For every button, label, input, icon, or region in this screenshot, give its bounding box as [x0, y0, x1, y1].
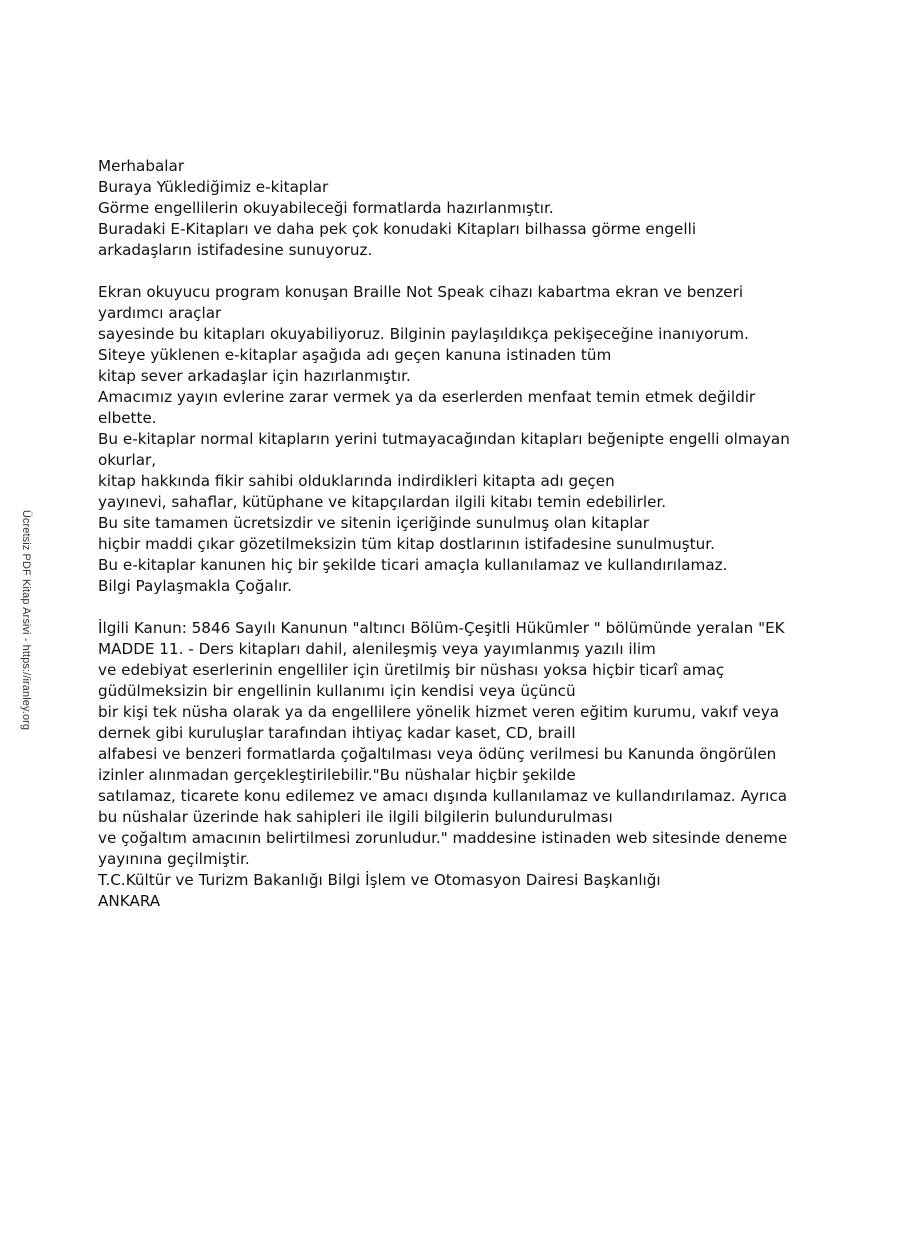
text-line: Bu site tamamen ücretsizdir ve sitenin içeriğinde sunulmuş olan kitaplar [98, 514, 649, 532]
paragraph-purpose [98, 282, 838, 597]
text-line: yardımcı araçlar [98, 304, 222, 322]
text-line: yayınevi, sahaflar, kütüphane ve kitapçılardan ilgili kitabı temin edebilirler. [98, 493, 667, 511]
text-line: Görme engellilerin okuyabileceği formatlarda hazırlanmıştır. [98, 199, 554, 217]
document-body [98, 156, 838, 933]
text-line: sayesinde bu kitapları okuyabiliyoruz. Bilginin paylaşıldıkça pekişeceğine inanıyorum. [98, 325, 749, 343]
side-watermark-text: Ücretsiz PDF Kitap Arsivi - https://iranley.org [20, 509, 32, 731]
text-line: ve edebiyat eserlerinin engelliler için üretilmiş bir nüshası yoksa hiçbir ticarî amaç [98, 661, 725, 679]
text-line: MADDE 11. - Ders kitapları dahil, alenileşmiş veya yayımlanmış yazılı ilim [98, 640, 656, 658]
text-line: Merhabalar [98, 157, 185, 175]
text-line: Ekran okuyucu program konuşan Braille Not Speak cihazı kabartma ekran ve benzeri [98, 283, 744, 301]
text-line: alfabesi ve benzeri formatlarda çoğaltılması veya ödünç verilmesi bu Kanunda öngörülen [98, 745, 777, 763]
text-line: Buraya Yüklediğimiz e-kitaplar [98, 178, 329, 196]
text-line: okurlar, [98, 451, 157, 469]
text-line: satılamaz, ticarete konu edilemez ve amacı dışında kullanılamaz ve kullandırılamaz. Ayrıca [98, 787, 788, 805]
text-line: Bilgi Paylaşmakla Çoğalır. [98, 577, 292, 595]
paragraph-greeting [98, 156, 838, 261]
text-line: kitap hakkında fikir sahibi olduklarında indirdikleri kitapta adı geçen [98, 472, 615, 490]
text-line: ANKARA [98, 892, 161, 910]
text-line: yayınına geçilmiştir. [98, 850, 250, 868]
text-line: Bu e-kitaplar kanunen hiç bir şekilde ticari amaçla kullanılamaz ve kullandırılamaz. [98, 556, 728, 574]
text-line: dernek gibi kuruluşlar tarafından ihtiyaç kadar kaset, CD, braill [98, 724, 576, 742]
text-line: T.C.Kültür ve Turizm Bakanlığı Bilgi İşlem ve Otomasyon Dairesi Başkanlığı [98, 871, 661, 889]
text-line: Siteye yüklenen e-kitaplar aşağıda adı geçen kanuna istinaden tüm [98, 346, 612, 364]
text-line: kitap sever arkadaşlar için hazırlanmıştır. [98, 367, 411, 385]
paragraph-law [98, 618, 838, 912]
text-line: bir kişi tek nüsha olarak ya da engellilere yönelik hizmet veren eğitim kurumu, vakıf veya [98, 703, 779, 721]
text-line: Bu e-kitaplar normal kitapların yerini tutmayacağından kitapları beğenipte engelli olmayan [98, 430, 790, 448]
text-line: ve çoğaltım amacının belirtilmesi zorunludur." maddesine istinaden web sitesinde deneme [98, 829, 788, 847]
text-line: elbette. [98, 409, 157, 427]
text-line: güdülmeksizin bir engellinin kullanımı için kendisi veya üçüncü [98, 682, 576, 700]
text-line: Amacımız yayın evlerine zarar vermek ya da eserlerden menfaat temin etmek değildir [98, 388, 756, 406]
text-line: Buradaki E-Kitapları ve daha pek çok konudaki Kitapları bilhassa görme engelli [98, 220, 697, 238]
text-line: bu nüshalar üzerinde hak sahipleri ile ilgili bilgilerin bulundurulması [98, 808, 613, 826]
text-line: arkadaşların istifadesine sunuyoruz. [98, 241, 373, 259]
text-line: İlgili Kanun: 5846 Sayılı Kanunun "altıncı Bölüm-Çeşitli Hükümler " bölümünde yeralan "EK [98, 619, 785, 637]
text-line: hiçbir maddi çıkar gözetilmeksizin tüm kitap dostlarının istifadesine sunulmuştur. [98, 535, 715, 553]
text-line: izinler alınmadan gerçekleştirilebilir."Bu nüshalar hiçbir şekilde [98, 766, 576, 784]
